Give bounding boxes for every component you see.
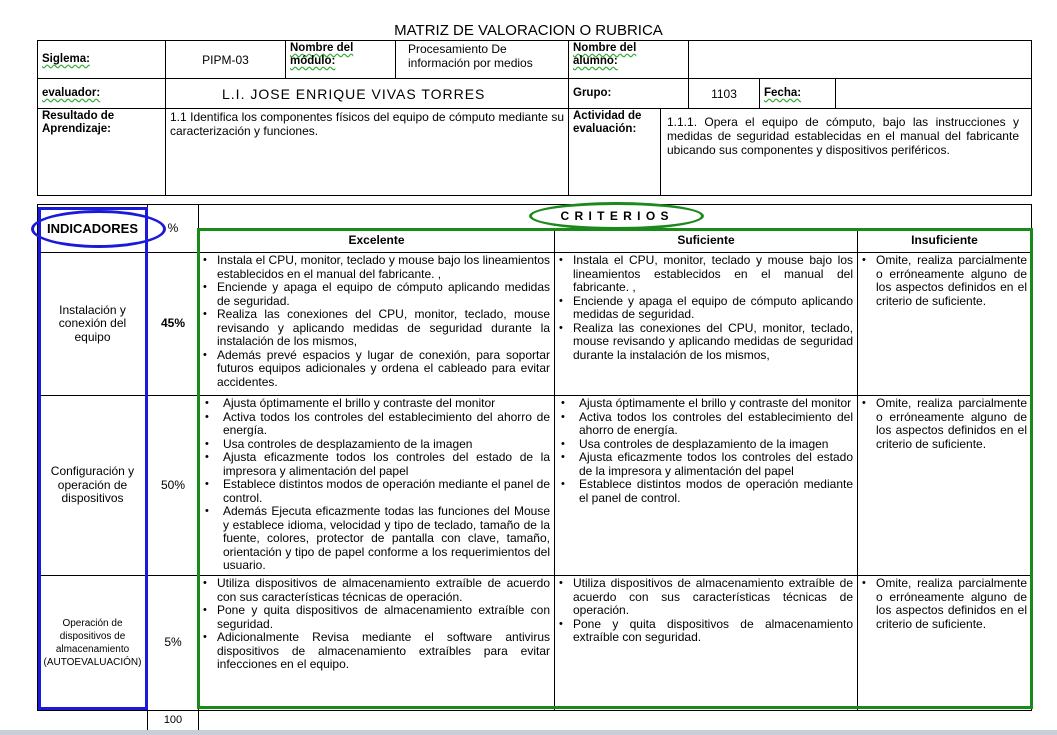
- blank-cell: [199, 711, 1032, 731]
- indicador-cell: Operación de dispositivos de almacenamiento (AUTOEVALUACIÓN): [38, 576, 148, 711]
- list-item: • Realiza las conexiones del CPU, monitor, teclado, mouse revisando y aplicando medidas de seguridad durante la instalación de los mismos,: [217, 308, 550, 349]
- sigla-label: Siglema:: [38, 41, 166, 79]
- resultado-label: Resultado de Aprendizaje:: [38, 109, 166, 196]
- actividad-value: 1.1.1. Opera el equipo de cómputo, bajo las instrucciones y medidas de seguridad establecidas en el manual del fabricante ubicando sus componentes y dispositivos periféricos.: [661, 109, 1032, 196]
- list-item: • Pone y quita dispositivos de almacenamiento extraíble con seguridad.: [217, 604, 550, 631]
- modulo-value: Procesamiento De información por medios: [396, 41, 569, 79]
- list-item: • Usa controles de desplazamiento de la imagen: [223, 438, 550, 452]
- list-item: • Ajusta eficazmente todos los controles del estado de la impresora y alimentación del papel: [223, 451, 550, 478]
- list-item: • Adicionalmente Revisa mediante el software antivirus dispositivos de almacenamiento extraíbles para evitar infecciones en el equipo.: [217, 631, 550, 672]
- total-cell: 100: [148, 711, 199, 731]
- list-item: • Ajusta óptimamente el brillo y contraste del monitor: [223, 397, 550, 411]
- pct-cell: 50%: [148, 396, 199, 576]
- list-item: • Enciende y apaga el equipo de cómputo aplicando medidas de seguridad.: [217, 281, 550, 308]
- list-item: • Omite, realiza parcialmente o erróneamente alguno de los aspectos definidos en el criterio de suficiente.: [876, 577, 1027, 631]
- list-item: • Usa controles de desplazamiento de la imagen: [579, 438, 853, 452]
- list-item: • Ajusta eficazmente todos los controles del estado de la impresora y alimentación del papel: [579, 451, 853, 478]
- list-item: • Enciende y apaga el equipo de cómputo aplicando medidas de seguridad.: [573, 295, 853, 322]
- list-item: • Realiza las conexiones del CPU, monitor, teclado, mouse revisando y aplicando medidas de seguridad durante la instalación de los mismos,: [573, 322, 853, 363]
- header-table: [37, 40, 1032, 196]
- pct-cell: 45%: [148, 253, 199, 396]
- list-item: • Utiliza dispositivos de almacenamiento extraíble de acuerdo con sus características técnicas de operación.: [573, 577, 853, 618]
- resultado-value: 1.1 Identifica los componentes físicos del equipo de cómputo mediante su caracterización y funciones.: [166, 109, 569, 196]
- list-item: • Pone y quita dispositivos de almacenamiento extraíble con seguridad.: [573, 618, 853, 645]
- list-item: • Omite, realiza parcialmente o erróneamente alguno de los aspectos definidos en el criterio de suficiente.: [876, 254, 1027, 308]
- list-item: • Además prevé espacios y lugar de conexión, para soportar futuros equipos adicionales y ordena el cableado para evitar accidentes.: [217, 349, 550, 390]
- evaluador-label: evaluador:: [38, 79, 166, 109]
- evaluador-value: L.I. JOSE ENRIQUE VIVAS TORRES: [166, 79, 569, 109]
- blank-cell: [38, 711, 148, 731]
- list-item: • Utiliza dispositivos de almacenamiento extraíble de acuerdo con sus características técnicas de operación.: [217, 577, 550, 604]
- list-item: • Establece distintos modos de operación mediante el panel de control.: [579, 478, 853, 505]
- suficiente-header: Suficiente: [555, 229, 858, 253]
- list-item: • Activa todos los controles del establecimiento del ahorro de energía.: [223, 411, 550, 438]
- modulo-label: Nombre del módulo:: [286, 41, 396, 79]
- indicador-cell: Instalación y conexión del equipo: [38, 253, 148, 396]
- list-item: • Instala el CPU, monitor, teclado y mouse bajo los lineamientos establecidos en el manual del fabricante. ,: [573, 254, 853, 295]
- criterios-ellipse: [529, 202, 704, 230]
- indicadores-header: INDICADORES: [38, 205, 148, 253]
- alumno-label: Nombre del alumno:: [569, 41, 689, 79]
- indicador-cell: Configuración y operación de dispositivos: [38, 396, 148, 576]
- fecha-value[interactable]: [836, 79, 1032, 109]
- page-title: MATRIZ DE VALORACION O RUBRICA: [394, 22, 663, 39]
- grupo-value: 1103: [689, 79, 760, 109]
- criterios-column-highlight: [197, 228, 1033, 709]
- fecha-label: Fecha:: [760, 79, 836, 109]
- indicadores-ellipse: [31, 210, 166, 248]
- indicadores-column-highlight: [38, 207, 148, 710]
- list-item: • Activa todos los controles del establecimiento del ahorro de energía.: [579, 411, 853, 438]
- list-item: • Ajusta óptimamente el brillo y contraste del monitor: [579, 397, 853, 411]
- list-item: • Además Ejecuta eficazmente todas las funciones del Mouse y establece idioma, velocidad y tipo de teclado, tamaño de la fuente, colores, protector de pantalla con clave, tamaño, orientación y tipo de papel conforme a los requerimientos del usuario.: [223, 505, 550, 573]
- list-item: • Omite, realiza parcialmente o erróneamente alguno de los aspectos definidos en el criterio de suficiente.: [876, 397, 1027, 451]
- actividad-label: Actividad de evaluación:: [569, 109, 661, 196]
- insuficiente-header: Insuficiente: [858, 229, 1032, 253]
- alumno-value[interactable]: [689, 41, 1032, 79]
- sigla-value: PIPM-03: [166, 41, 286, 79]
- excelente-header: Excelente: [199, 229, 555, 253]
- pct-header: %: [148, 205, 199, 253]
- pct-cell: 5%: [148, 576, 199, 711]
- page-edge: [0, 730, 1057, 735]
- grupo-label: Grupo:: [569, 79, 689, 109]
- list-item: • Establece distintos modos de operación mediante el panel de control.: [223, 478, 550, 505]
- criterios-header: C R I T E R I O S: [199, 205, 1032, 229]
- list-item: • Instala el CPU, monitor, teclado y mouse bajo los lineamientos establecidos en el manual del fabricante. ,: [217, 254, 550, 281]
